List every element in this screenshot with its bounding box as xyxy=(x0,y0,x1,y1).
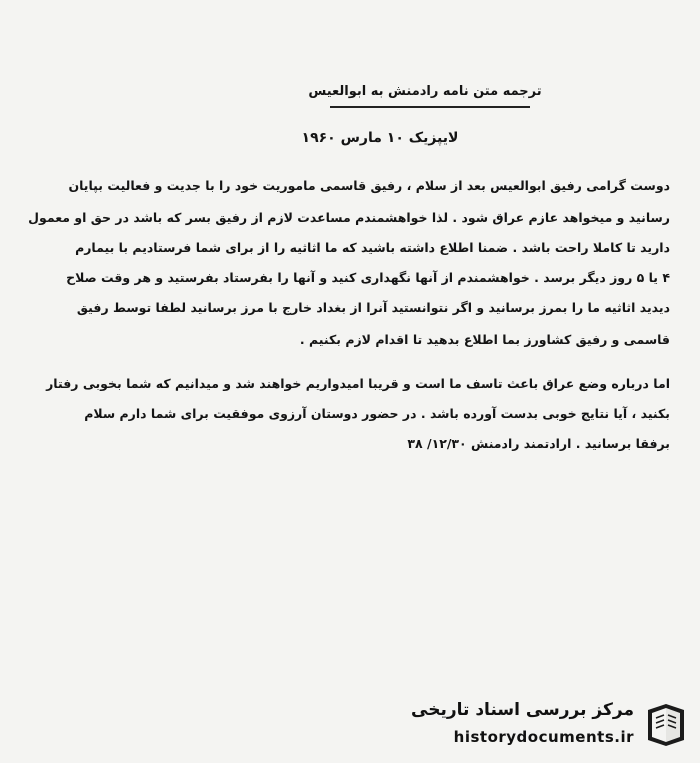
letter-line: برفقا برسانید . ارادتمند رادمنش ۱۲/۳۰/ ۳۸ xyxy=(407,436,670,451)
letter-line: بکنید ، آیا نتایج خوبی بدست آورده باشد . در حضور دوستان آرزوی موفقیت برای شما دارم سلام xyxy=(84,406,670,421)
watermark-url: historydocuments.ir xyxy=(453,728,634,746)
letter-line: دوست گرامی رفیق ابوالعیس بعد از سلام ، رفیق قاسمی ماموریت خود را با جدیت و فعالیت بپایان xyxy=(68,178,670,193)
document-title: ترجمه متن نامه رادمنش به ابوالعیس xyxy=(308,84,542,99)
letter-line: دارید تا کاملا راحت باشد . ضمنا اطلاع داشته باشید که ما اثاثیه را از برای شما فرستادیم با بیمارم xyxy=(75,240,670,255)
letter-line: دیدید اثاثیه ما را بمرز برسانید و اگر نتوانستید آنرا از بغداد خارج با مرز برسانید لطفا توسط رفیق xyxy=(76,300,670,315)
title-underline xyxy=(330,106,530,108)
watermark-title: مرکز بررسی اسناد تاریخی xyxy=(411,700,634,720)
letter-line: قاسمی و رفیق کشاورز بما اطلاع بدهید تا اقدام لازم بکنیم . xyxy=(299,332,670,347)
letter-line: رسانید و میخواهد عازم عراق شود . لذا خواهشمندم مساعدت لازم از رفیق بسر که باشد در حق او معمول xyxy=(28,210,670,225)
letter-line: اما درباره وضع عراق باعث تاسف ما است و قریبا امیدواریم خواهند شد و میدانیم که شما بخوبی رفتار xyxy=(46,376,670,391)
book-icon xyxy=(642,700,690,748)
letter-line: ۴ یا ۵ روز دیگر برسد . خواهشمندم از آنها نگهداری کنید و آنها را بفرستاد بفرستید و هر وقت صلاح xyxy=(66,270,670,285)
watermark xyxy=(400,698,690,753)
dateline: لایپزیک ۱۰ مارس ۱۹۶۰ xyxy=(301,130,459,146)
